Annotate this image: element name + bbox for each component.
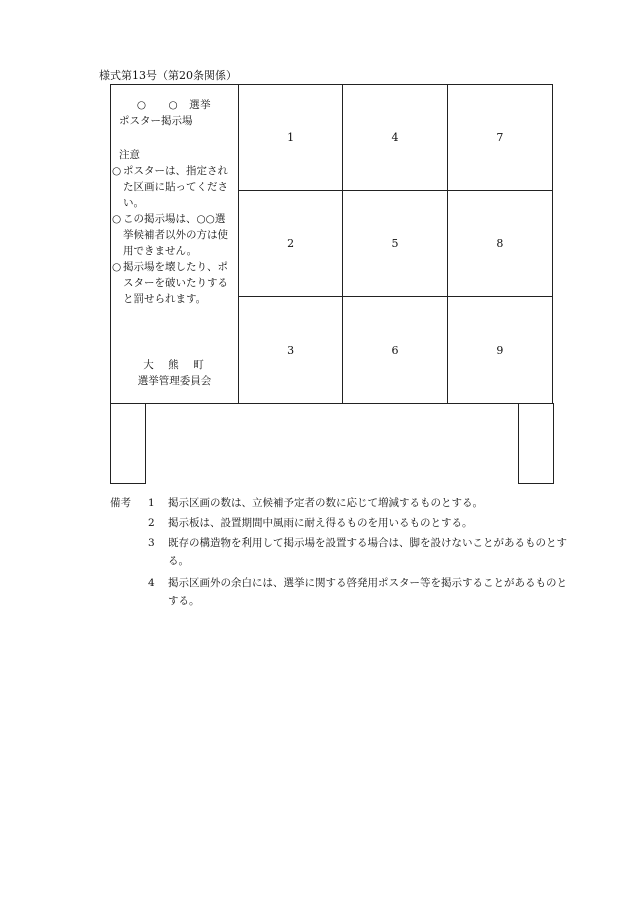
remark-text: 掲示区画の数は、立候補予定者の数に応じて増減するものとする。: [168, 497, 483, 509]
remark-item: [148, 534, 570, 570]
notice-label: 注意: [119, 149, 140, 161]
remark-text: 既存の構造物を利用して掲示場を設置する場合は、脚を設けないことがあるものとする。: [168, 537, 567, 567]
poster-slot: 3: [239, 297, 343, 403]
notice-bullet: ○: [112, 213, 122, 225]
remark-number: 4: [148, 577, 155, 589]
remark-number: 3: [148, 537, 155, 549]
notice-item: [112, 211, 230, 259]
notice-item: [112, 259, 230, 307]
notice-bullet: ○: [112, 261, 122, 273]
board-leg-left: [110, 403, 146, 484]
notice-bullet: ○: [112, 165, 122, 177]
remarks-label: 備考: [110, 497, 131, 509]
remark-item: [148, 574, 570, 610]
poster-slot: 9: [496, 343, 504, 357]
poster-slot: 6: [343, 297, 447, 403]
poster-slot: 2: [239, 191, 343, 297]
issuer-town: 大 熊 町: [143, 359, 206, 371]
remark-number: 1: [148, 497, 155, 509]
remark-item: [148, 494, 570, 512]
board-leg-right: [518, 403, 554, 484]
notice-list: [112, 163, 230, 307]
board-heading-line2: ポスター掲示場: [119, 115, 193, 127]
poster-slot: 4: [343, 85, 447, 191]
notice-text: この掲示場は、○○選挙候補者以外の方は使用できません。: [123, 213, 228, 257]
remark-text: 掲示区画外の余白には、選挙に関する啓発用ポスター等を掲示することがあるものとする。: [168, 577, 567, 607]
info-panel: [111, 85, 239, 403]
board-heading-line1: ○ ○ 選挙: [136, 99, 212, 111]
notice-item: [112, 163, 230, 211]
poster-slot: 8: [448, 191, 552, 297]
poster-slot: 1: [239, 85, 343, 191]
remark-item: [148, 514, 570, 532]
board-heading: [119, 97, 229, 129]
notice-text: ポスターは、指定された区画に貼ってください。: [123, 165, 228, 209]
remark-text: 掲示板は、設置期間中風雨に耐え得るものを用いるものとする。: [168, 517, 473, 529]
poster-board: [110, 84, 553, 404]
poster-slot: 7: [448, 85, 552, 191]
form-title: 様式第13号（第20条関係）: [99, 69, 237, 82]
remark-number: 2: [148, 517, 155, 529]
notice-text: 掲示場を壊したり、ポスターを破いたりすると罰せられます。: [123, 261, 228, 305]
poster-grid: [239, 85, 552, 403]
poster-slot: 5: [343, 191, 447, 297]
issuer-committee: 選挙管理委員会: [137, 375, 212, 387]
issuer: [111, 357, 238, 389]
